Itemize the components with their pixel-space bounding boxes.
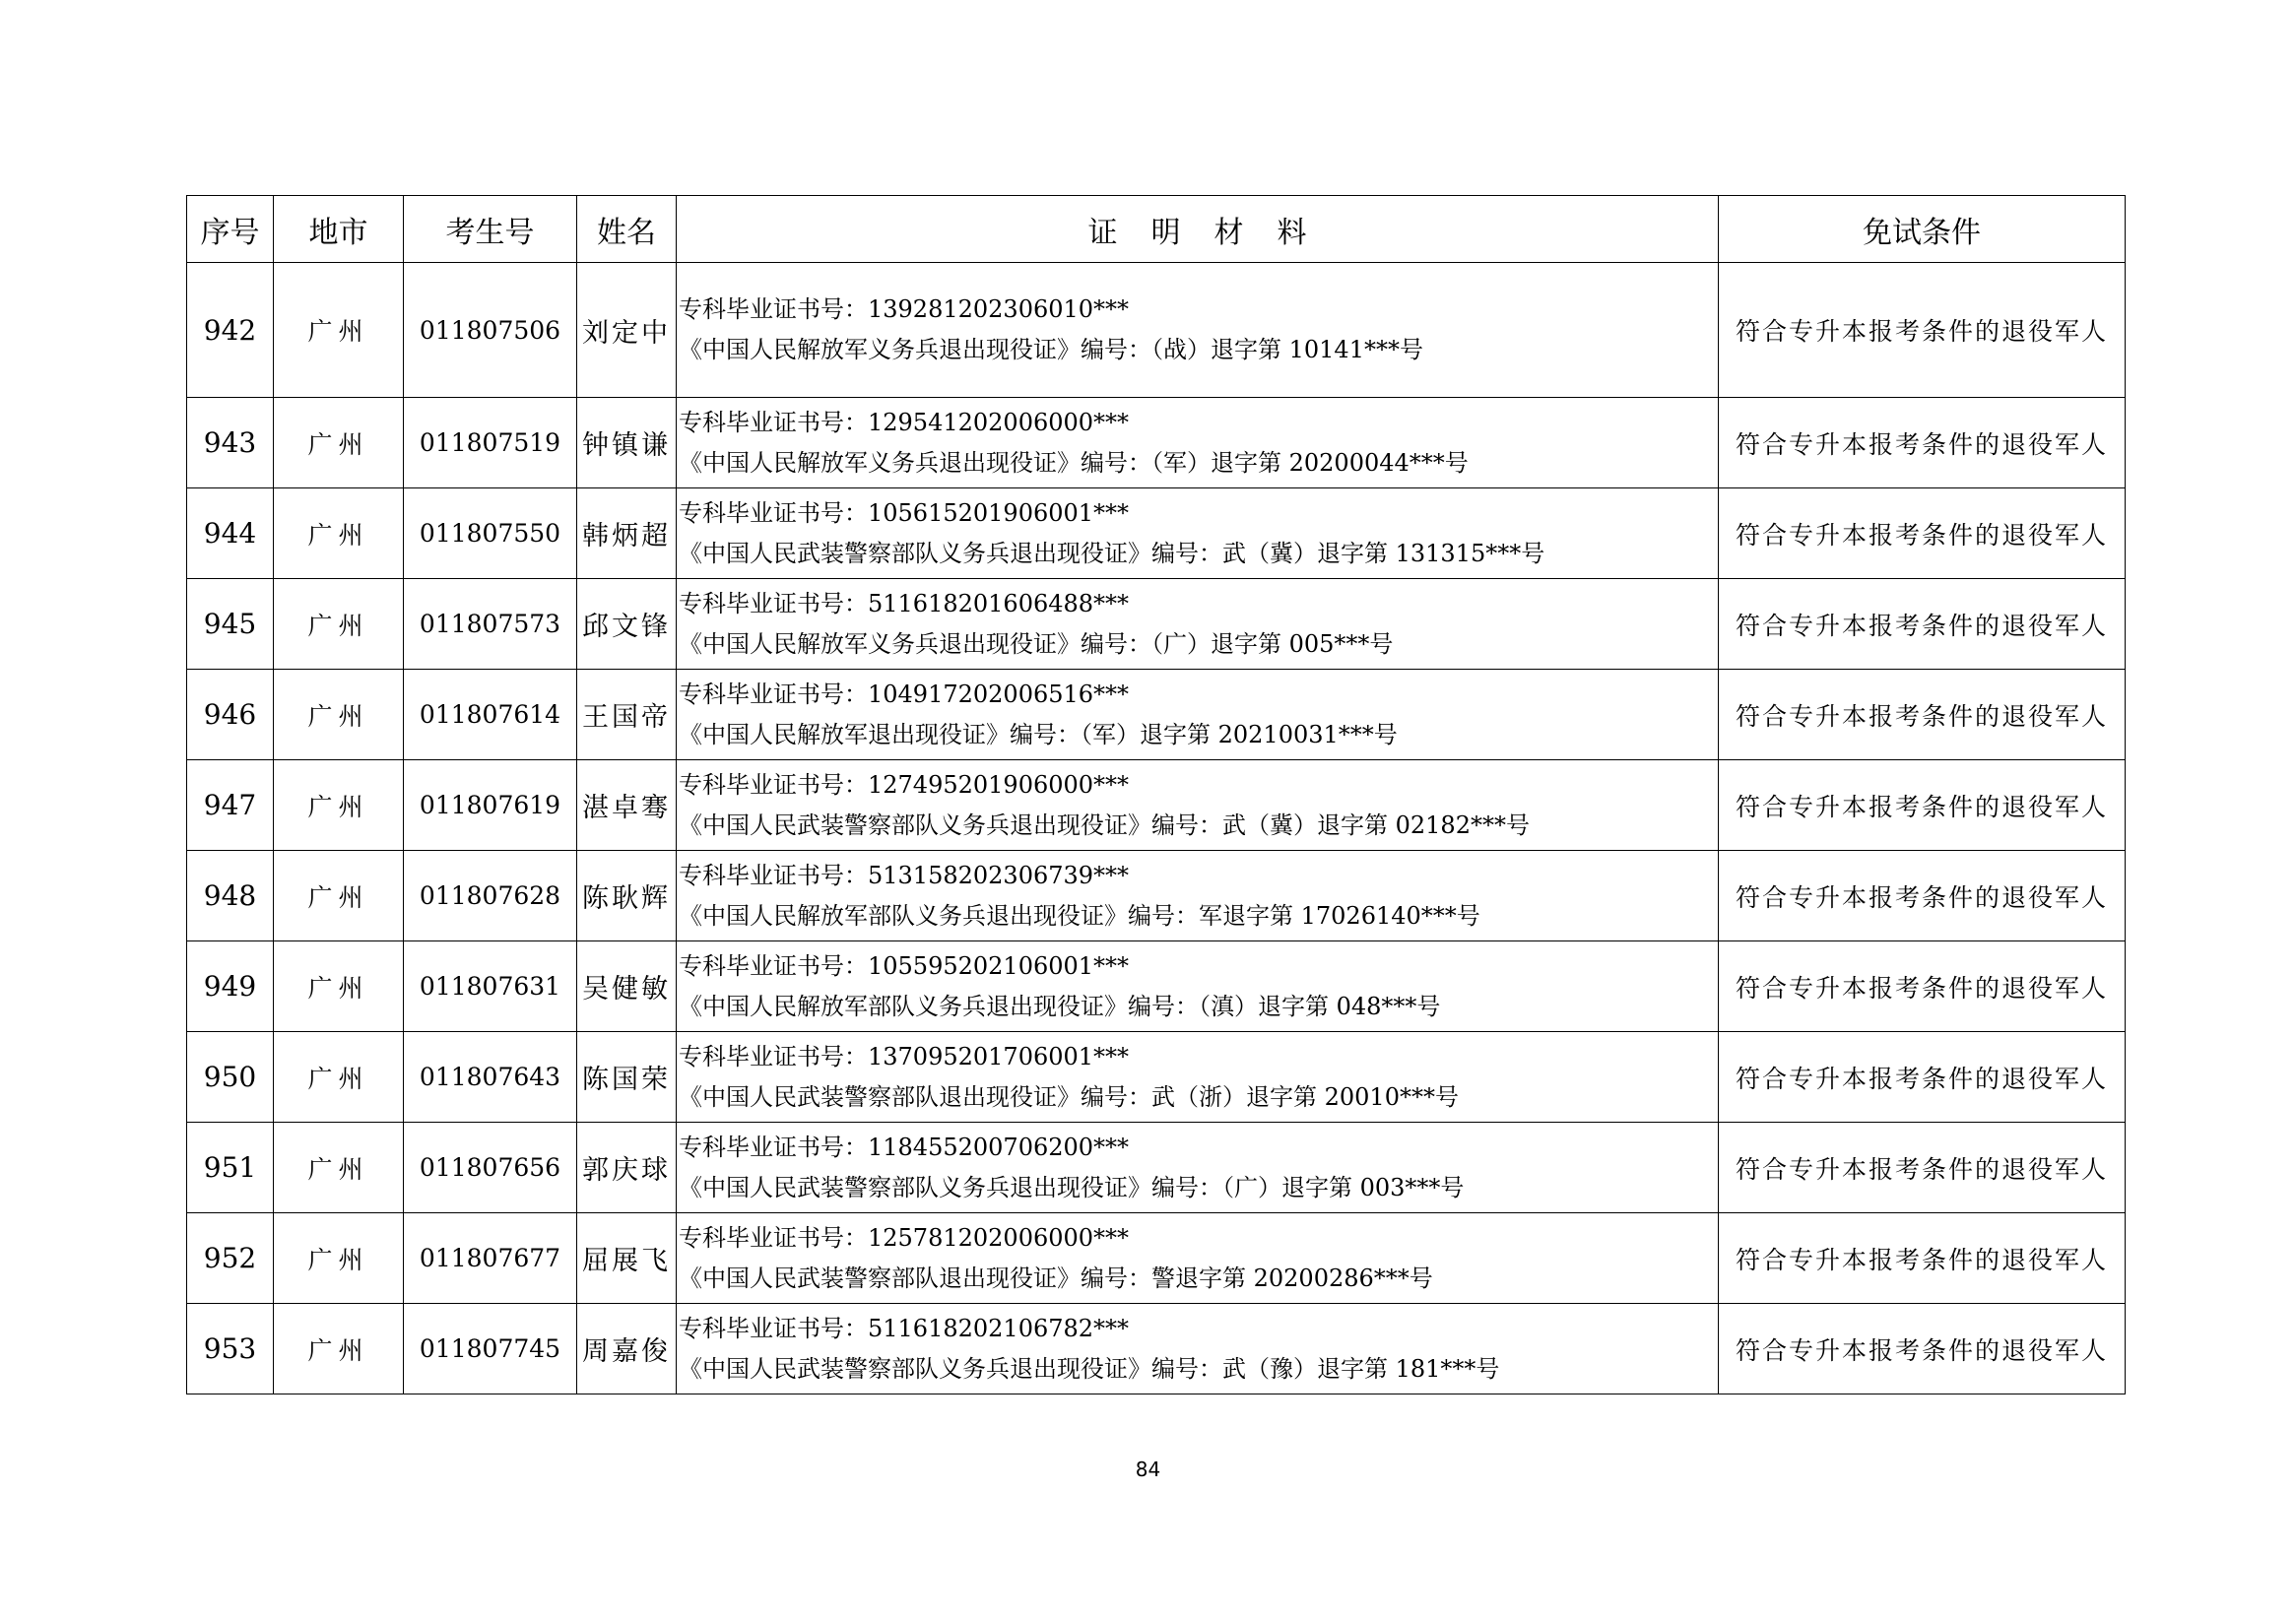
row-exam-no: 011807745 [404,1304,577,1394]
row-name: 钟镇谦 [577,398,677,488]
row-name: 邱文锋 [577,579,677,670]
row-seq: 950 [187,1032,274,1123]
table-body [187,263,2126,1394]
row-exam-no: 011807614 [404,670,577,760]
row-city: 广州 [274,488,404,579]
row-seq: 943 [187,398,274,488]
table-row [187,1123,2126,1213]
discharge-line: 《中国人民武装警察部队义务兵退出现役证》编号：武（冀）退字第 131315***号 [679,539,1545,567]
row-seq: 947 [187,760,274,851]
row-exam-no: 011807631 [404,941,577,1032]
row-condition: 符合专升本报考条件的退役军人 [1719,263,2126,398]
certificate-line: 专科毕业证书号：129541202006000*** [679,408,1130,436]
row-city: 广州 [274,263,404,398]
row-condition: 符合专升本报考条件的退役军人 [1719,1123,2126,1213]
row-name: 陈耿辉 [577,851,677,941]
table-row [187,941,2126,1032]
row-seq: 946 [187,670,274,760]
row-material [677,1123,1719,1213]
table-row [187,488,2126,579]
row-city: 广州 [274,1123,404,1213]
row-condition: 符合专升本报考条件的退役军人 [1719,670,2126,760]
table-row [187,760,2126,851]
row-exam-no: 011807550 [404,488,577,579]
discharge-line: 《中国人民武装警察部队义务兵退出现役证》编号：（广）退字第 003***号 [679,1173,1465,1201]
certificate-line: 专科毕业证书号：513158202306739*** [679,861,1130,889]
row-seq: 942 [187,263,274,398]
discharge-line: 《中国人民解放军义务兵退出现役证》编号：（军）退字第 20200044***号 [679,448,1469,477]
row-material [677,760,1719,851]
row-condition: 符合专升本报考条件的退役军人 [1719,851,2126,941]
certificate-line: 专科毕业证书号：139281202306010*** [679,295,1130,323]
table-row [187,263,2126,398]
header-row [187,196,2126,263]
row-city: 广州 [274,851,404,941]
row-condition: 符合专升本报考条件的退役军人 [1719,1213,2126,1304]
row-condition: 符合专升本报考条件的退役军人 [1719,1032,2126,1123]
row-city: 广州 [274,760,404,851]
row-material [677,488,1719,579]
row-exam-no: 011807519 [404,398,577,488]
row-condition: 符合专升本报考条件的退役军人 [1719,398,2126,488]
row-material [677,263,1719,398]
row-seq: 952 [187,1213,274,1304]
table-row [187,670,2126,760]
table-row [187,398,2126,488]
exemption-table [186,195,2126,1394]
row-exam-no: 011807643 [404,1032,577,1123]
page-number: 84 [1135,1458,1161,1481]
certificate-line: 专科毕业证书号：104917202006516*** [679,680,1130,708]
row-seq: 949 [187,941,274,1032]
discharge-line: 《中国人民解放军退出现役证》编号：（军）退字第 20210031***号 [679,720,1398,748]
discharge-line: 《中国人民解放军义务兵退出现役证》编号：（战）退字第 10141***号 [679,336,1423,363]
row-seq: 945 [187,579,274,670]
certificate-line: 专科毕业证书号：125781202006000*** [679,1223,1130,1252]
header-seq: 序号 [187,196,274,263]
row-city: 广州 [274,1032,404,1123]
header-city: 地市 [274,196,404,263]
certificate-line: 专科毕业证书号：127495201906000*** [679,770,1130,799]
header-name: 姓名 [577,196,677,263]
row-exam-no: 011807506 [404,263,577,398]
row-condition: 符合专升本报考条件的退役军人 [1719,1304,2126,1394]
row-material [677,1304,1719,1394]
row-material [677,579,1719,670]
certificate-line: 专科毕业证书号：511618202106782*** [679,1314,1130,1342]
discharge-line: 《中国人民武装警察部队义务兵退出现役证》编号：武（豫）退字第 181***号 [679,1354,1500,1383]
certificate-line: 专科毕业证书号：118455200706200*** [679,1133,1130,1161]
row-name: 韩炳超 [577,488,677,579]
row-name: 吴健敏 [577,941,677,1032]
row-name: 屈展飞 [577,1213,677,1304]
discharge-line: 《中国人民解放军部队义务兵退出现役证》编号：军退字第 17026140***号 [679,901,1480,930]
row-exam-no: 011807656 [404,1123,577,1213]
row-seq: 953 [187,1304,274,1394]
row-condition: 符合专升本报考条件的退役军人 [1719,488,2126,579]
row-city: 广州 [274,670,404,760]
row-condition: 符合专升本报考条件的退役军人 [1719,579,2126,670]
row-material [677,1213,1719,1304]
discharge-line: 《中国人民武装警察部队义务兵退出现役证》编号：武（冀）退字第 02182***号 [679,810,1530,839]
row-exam-no: 011807573 [404,579,577,670]
row-material [677,941,1719,1032]
row-name: 周嘉俊 [577,1304,677,1394]
row-material [677,398,1719,488]
row-name: 陈国荣 [577,1032,677,1123]
row-name: 王国帝 [577,670,677,760]
row-material [677,670,1719,760]
certificate-line: 专科毕业证书号：137095201706001*** [679,1042,1130,1070]
certificate-line: 专科毕业证书号：105615201906001*** [679,498,1130,527]
row-name: 刘定中 [577,263,677,398]
row-condition: 符合专升本报考条件的退役军人 [1719,760,2126,851]
table-row [187,1304,2126,1394]
table-row [187,1032,2126,1123]
certificate-line: 专科毕业证书号：511618201606488*** [679,589,1130,617]
row-seq: 951 [187,1123,274,1213]
header-condition: 免试条件 [1719,196,2126,263]
row-name: 郭庆球 [577,1123,677,1213]
discharge-line: 《中国人民解放军部队义务兵退出现役证》编号：（滇）退字第 048***号 [679,992,1441,1020]
header-material: 证明材料 [677,196,1719,263]
certificate-line: 专科毕业证书号：105595202106001*** [679,951,1130,980]
row-material [677,851,1719,941]
row-name: 湛卓骞 [577,760,677,851]
row-seq: 944 [187,488,274,579]
row-seq: 948 [187,851,274,941]
row-city: 广州 [274,398,404,488]
row-condition: 符合专升本报考条件的退役军人 [1719,941,2126,1032]
row-city: 广州 [274,1304,404,1394]
table-row [187,579,2126,670]
row-city: 广州 [274,1213,404,1304]
row-city: 广州 [274,941,404,1032]
row-city: 广州 [274,579,404,670]
table-row [187,1213,2126,1304]
row-exam-no: 011807628 [404,851,577,941]
row-exam-no: 011807619 [404,760,577,851]
table-row [187,851,2126,941]
row-exam-no: 011807677 [404,1213,577,1304]
header-exam-no: 考生号 [404,196,577,263]
discharge-line: 《中国人民解放军义务兵退出现役证》编号：（广）退字第 005***号 [679,629,1394,658]
discharge-line: 《中国人民武装警察部队退出现役证》编号：警退字第 20200286***号 [679,1264,1433,1292]
row-material [677,1032,1719,1123]
discharge-line: 《中国人民武装警察部队退出现役证》编号：武（浙）退字第 20010***号 [679,1082,1459,1111]
